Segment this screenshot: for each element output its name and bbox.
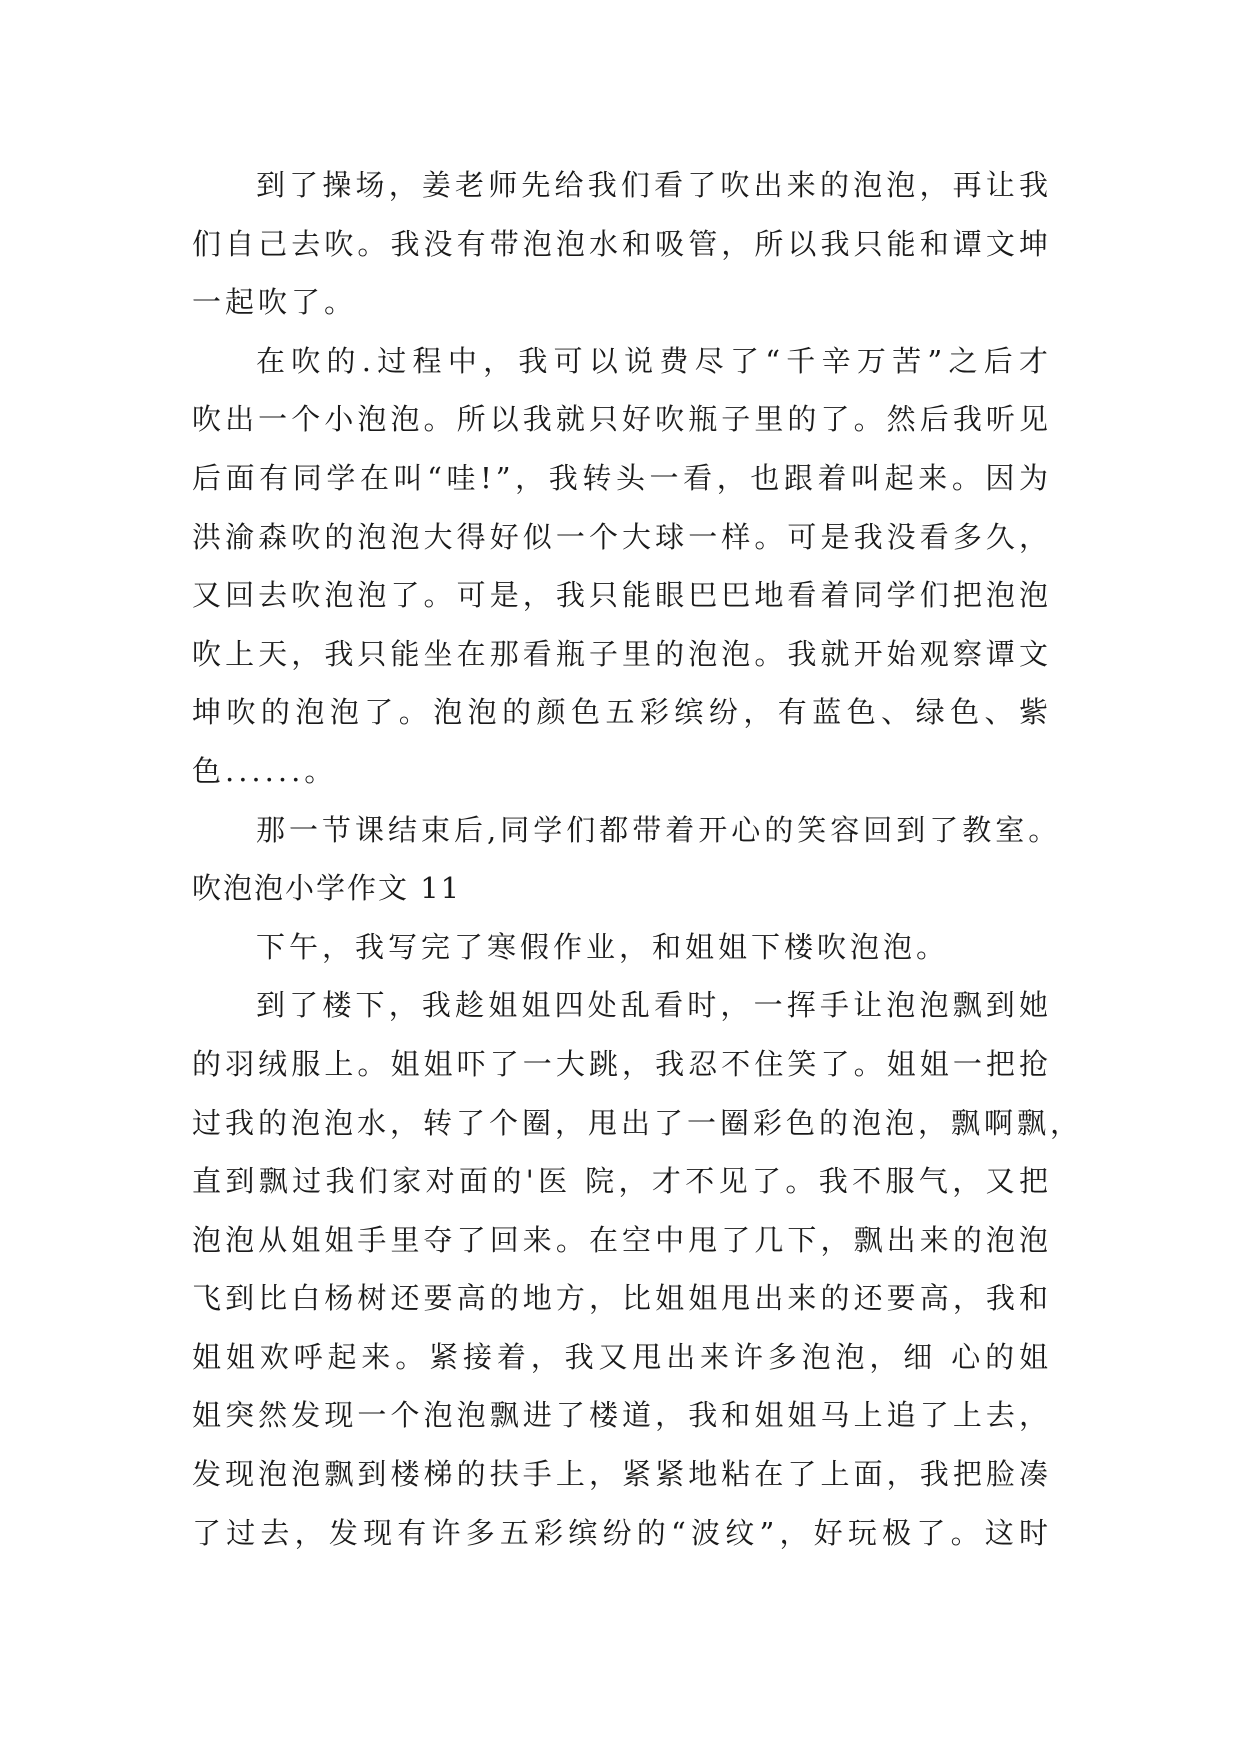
text-line: 又回去吹泡泡了。可是，我只能眼巴巴地看着同学们把泡泡 <box>192 578 1052 613</box>
text-line: 过我的泡泡水，转了个圈，甩出了一圈彩色的泡泡，飘啊飘， <box>192 1105 1084 1140</box>
text-line: 直到飘过我们家对面的'医 院，才不见了。我不服气，又把 <box>192 1164 1052 1199</box>
text-line: 了过去，发现有许多五彩缤纷的“波纹”，好玩极了。这时 <box>192 1515 1052 1550</box>
text-line: 洪渝森吹的泡泡大得好似一个大球一样。可是我没看多久， <box>192 519 1052 554</box>
text-line: 飞到比白杨树还要高的地方，比姐姐甩出来的还要高，我和 <box>192 1281 1052 1316</box>
text-line: 一起吹了。 <box>192 285 358 320</box>
text-line: 下午，我写完了寒假作业，和姐姐下楼吹泡泡。 <box>256 929 950 964</box>
text-line: 发现泡泡飘到楼梯的扶手上，紧紧地粘在了上面，我把脸凑 <box>192 1457 1052 1492</box>
text-line: 后面有同学在叫“哇!”，我转头一看，也跟着叫起来。因为 <box>192 460 1052 495</box>
text-line: 吹出一个小泡泡。所以我就只好吹瓶子里的了。然后我听见 <box>192 402 1052 437</box>
text-line: 到了操场，姜老师先给我们看了吹出来的泡泡，再让我 <box>256 168 1052 202</box>
text-line: 泡泡从姐姐手里夺了回来。在空中甩了几下，飘出来的泡泡 <box>192 1222 1052 1257</box>
text-line: 们自己去吹。我没有带泡泡水和吸管，所以我只能和谭文坤 <box>192 226 1052 261</box>
text-line: 那一节课结束后,同学们都带着开心的笑容回到了教室。 <box>256 812 1062 847</box>
text-line: 的羽绒服上。姐姐吓了一大跳，我忍不住笑了。姐姐一把抢 <box>192 1046 1052 1081</box>
text-line: 在吹的.过程中，我可以说费尽了“千辛万苦”之后才 <box>256 343 1052 378</box>
document-body <box>192 156 1084 1562</box>
text-line: 坤吹的泡泡了。泡泡的颜色五彩缤纷，有蓝色、绿色、紫 <box>192 695 1052 730</box>
text-line: 吹上天，我只能坐在那看瓶子里的泡泡。我就开始观察谭文 <box>192 636 1052 671</box>
text-line: 姐突然发现一个泡泡飘进了楼道，我和姐姐马上追了上去， <box>192 1398 1052 1433</box>
text-line: 姐姐欢呼起来。紧接着，我又甩出来许多泡泡，细 心的姐 <box>192 1339 1052 1374</box>
text-line: 到了楼下，我趁姐姐四处乱看时，一挥手让泡泡飘到她 <box>256 988 1052 1023</box>
section-heading: 吹泡泡小学作文 11 <box>192 871 462 906</box>
text-line: 色......。 <box>192 753 338 788</box>
